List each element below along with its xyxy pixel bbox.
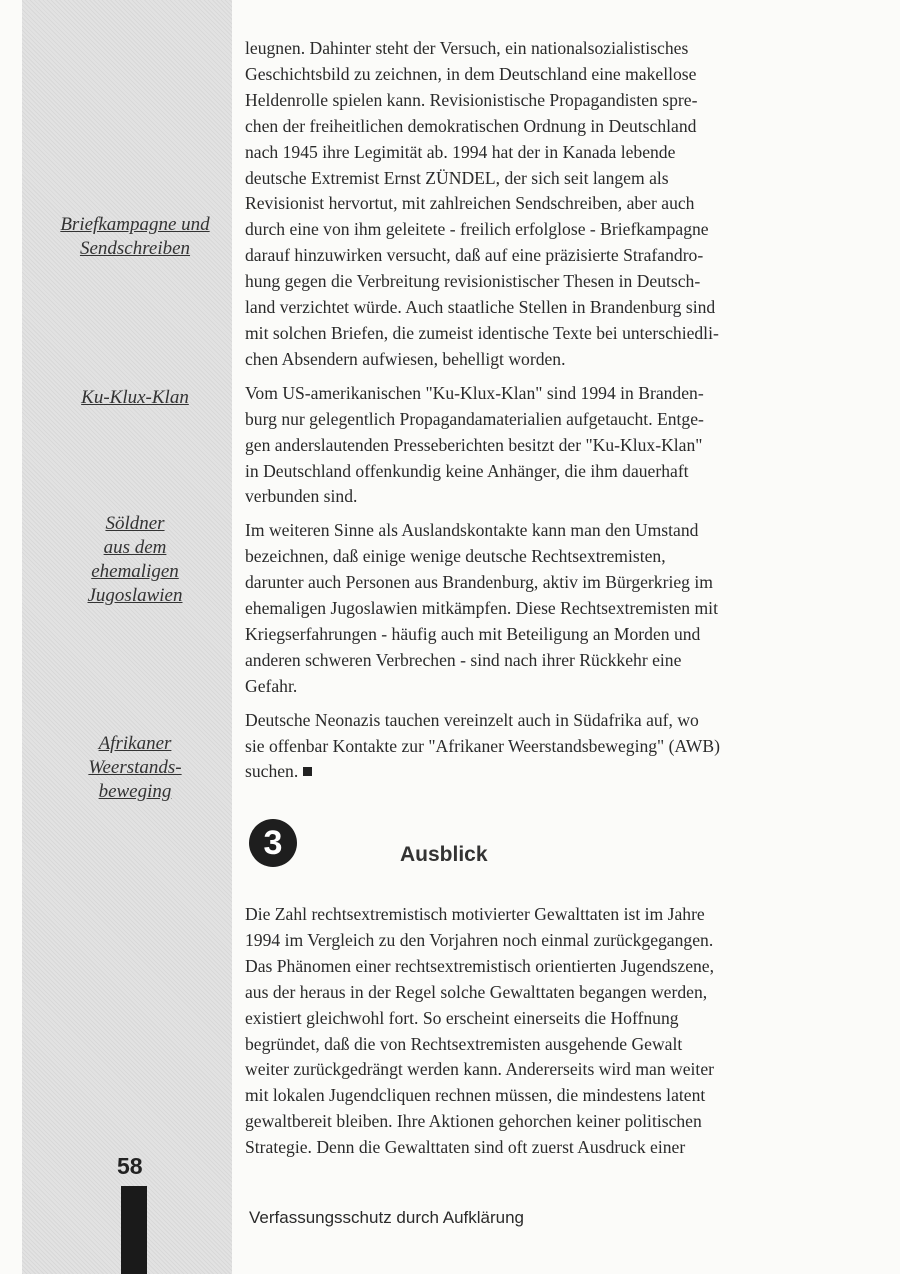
note-line: aus dem: [103, 537, 167, 558]
note-line: Ku-Klux-Klan: [81, 387, 189, 408]
main-text: [245, 36, 825, 785]
note-line: ehemaligen: [91, 561, 179, 582]
note-line: Sendschreiben: [79, 238, 191, 259]
margin-note-afrikaner: [40, 732, 230, 804]
paragraph-afrikaner: Deutsche Neonazis tauchen vereinzelt auch in Südafrika auf, wo sie offenbar Kontakte zur "Afrikaner Weerstandsbeweging" (AWB) suchen.: [245, 709, 720, 782]
paragraph-ku-klux-klan: Vom US-amerikanischen "Ku-Klux-Klan" sind 1994 in Branden- burg nur gelegentlich Propagandamaterialien aufgetaucht. Entge- gen anderslautenden Presseberichten besitzt der "Ku-Klux-Klan" in Deutschland offenkundig keine Anhänger, die ihm dauerhaft verbunden sind.: [245, 382, 704, 507]
margin-note-ku-klux-klan: [40, 386, 230, 410]
note-line: Weerstands-: [88, 757, 182, 778]
note-line: Briefkampagne und: [60, 214, 210, 235]
page-marker-bar: [121, 1186, 147, 1274]
paragraph-revisionism: leugnen. Dahinter steht der Versuch, ein nationalsozialistisches Geschichtsbild zu zeichnen, in dem Deutschland eine makellose Heldenrolle spielen kann. Revisionistische Propagandisten spre- chen der freiheitlichen demokratischen Ordnung in Deutschland nach 1945 ihre Legimität ab. 1994 hat der in Kanada lebende deutsche Extremist Ernst ZÜNDEL, der sich seit langem als Revisionist hervortut, mit zahlreichen Sendschreiben, aber auch durch eine von ihm geleitete - freilich erfolglose - Briefkampagne darauf hinzuwirken versucht, daß auf eine präzisierte Strafandro- hung gegen die Verbreitung revisionistischer Thesen in Deutsch- land verzichtet würde. Auch staatliche Stellen in Brandenburg sind mit solchen Briefen, die zumeist identische Texte bei unterschiedli- chen Absendern aufwiesen, behelligt worden.: [245, 38, 719, 369]
note-line: Afrikaner: [98, 733, 172, 754]
footer-text: Verfassungsschutz durch Aufklärung: [249, 1208, 524, 1227]
margin-column: [22, 0, 232, 1274]
note-line: Jugoslawien: [87, 585, 183, 606]
end-mark-icon: [303, 767, 312, 776]
paragraph-soeldner: Im weiteren Sinne als Auslandskontakte kann man den Umstand bezeichnen, daß einige wenige deutsche Rechtsextremisten, darunter auch Personen aus Brandenburg, aktiv im Bürgerkrieg im ehemaligen Jugoslawien mitkämpfen. Diese Rechtsextremisten mit Kriegserfahrungen - häufig auch mit Beteiligung an Morden und anderen schweren Verbrechen - sind nach ihrer Rückkehr eine Gefahr.: [245, 520, 718, 696]
margin-note-briefkampagne: [40, 213, 230, 261]
margin-note-soeldner: [40, 512, 230, 608]
section-number-badge: 3: [249, 819, 297, 867]
section-title: Ausblick: [400, 843, 488, 866]
outlook-text: [245, 902, 825, 1161]
paragraph-outlook: Die Zahl rechtsextremistisch motivierter Gewalttaten ist im Jahre 1994 im Vergleich zu den Vorjahren noch einmal zurückgegangen. Das Phänomen einer rechtsextremistisch orientierten Jugendszene, aus der heraus in der Regel solche Gewalttaten begangen werden, existiert gleichwohl fort. So erscheint einerseits die Hoffnung begründet, daß die von Rechtsextremisten ausgehende Gewalt weiter zurückgedrängt werden kann. Andererseits wird man weiter mit lokalen Jugendcliquen rechnen müssen, die mindestens latent gewaltbereit bleiben. Ihre Aktionen gehorchen keiner politischen Strategie. Denn die Gewalttaten sind oft zuerst Ausdruck einer: [245, 904, 715, 1158]
note-line: Söldner: [105, 513, 165, 534]
note-line: beweging: [98, 781, 172, 802]
page-number: 58: [117, 1153, 143, 1179]
